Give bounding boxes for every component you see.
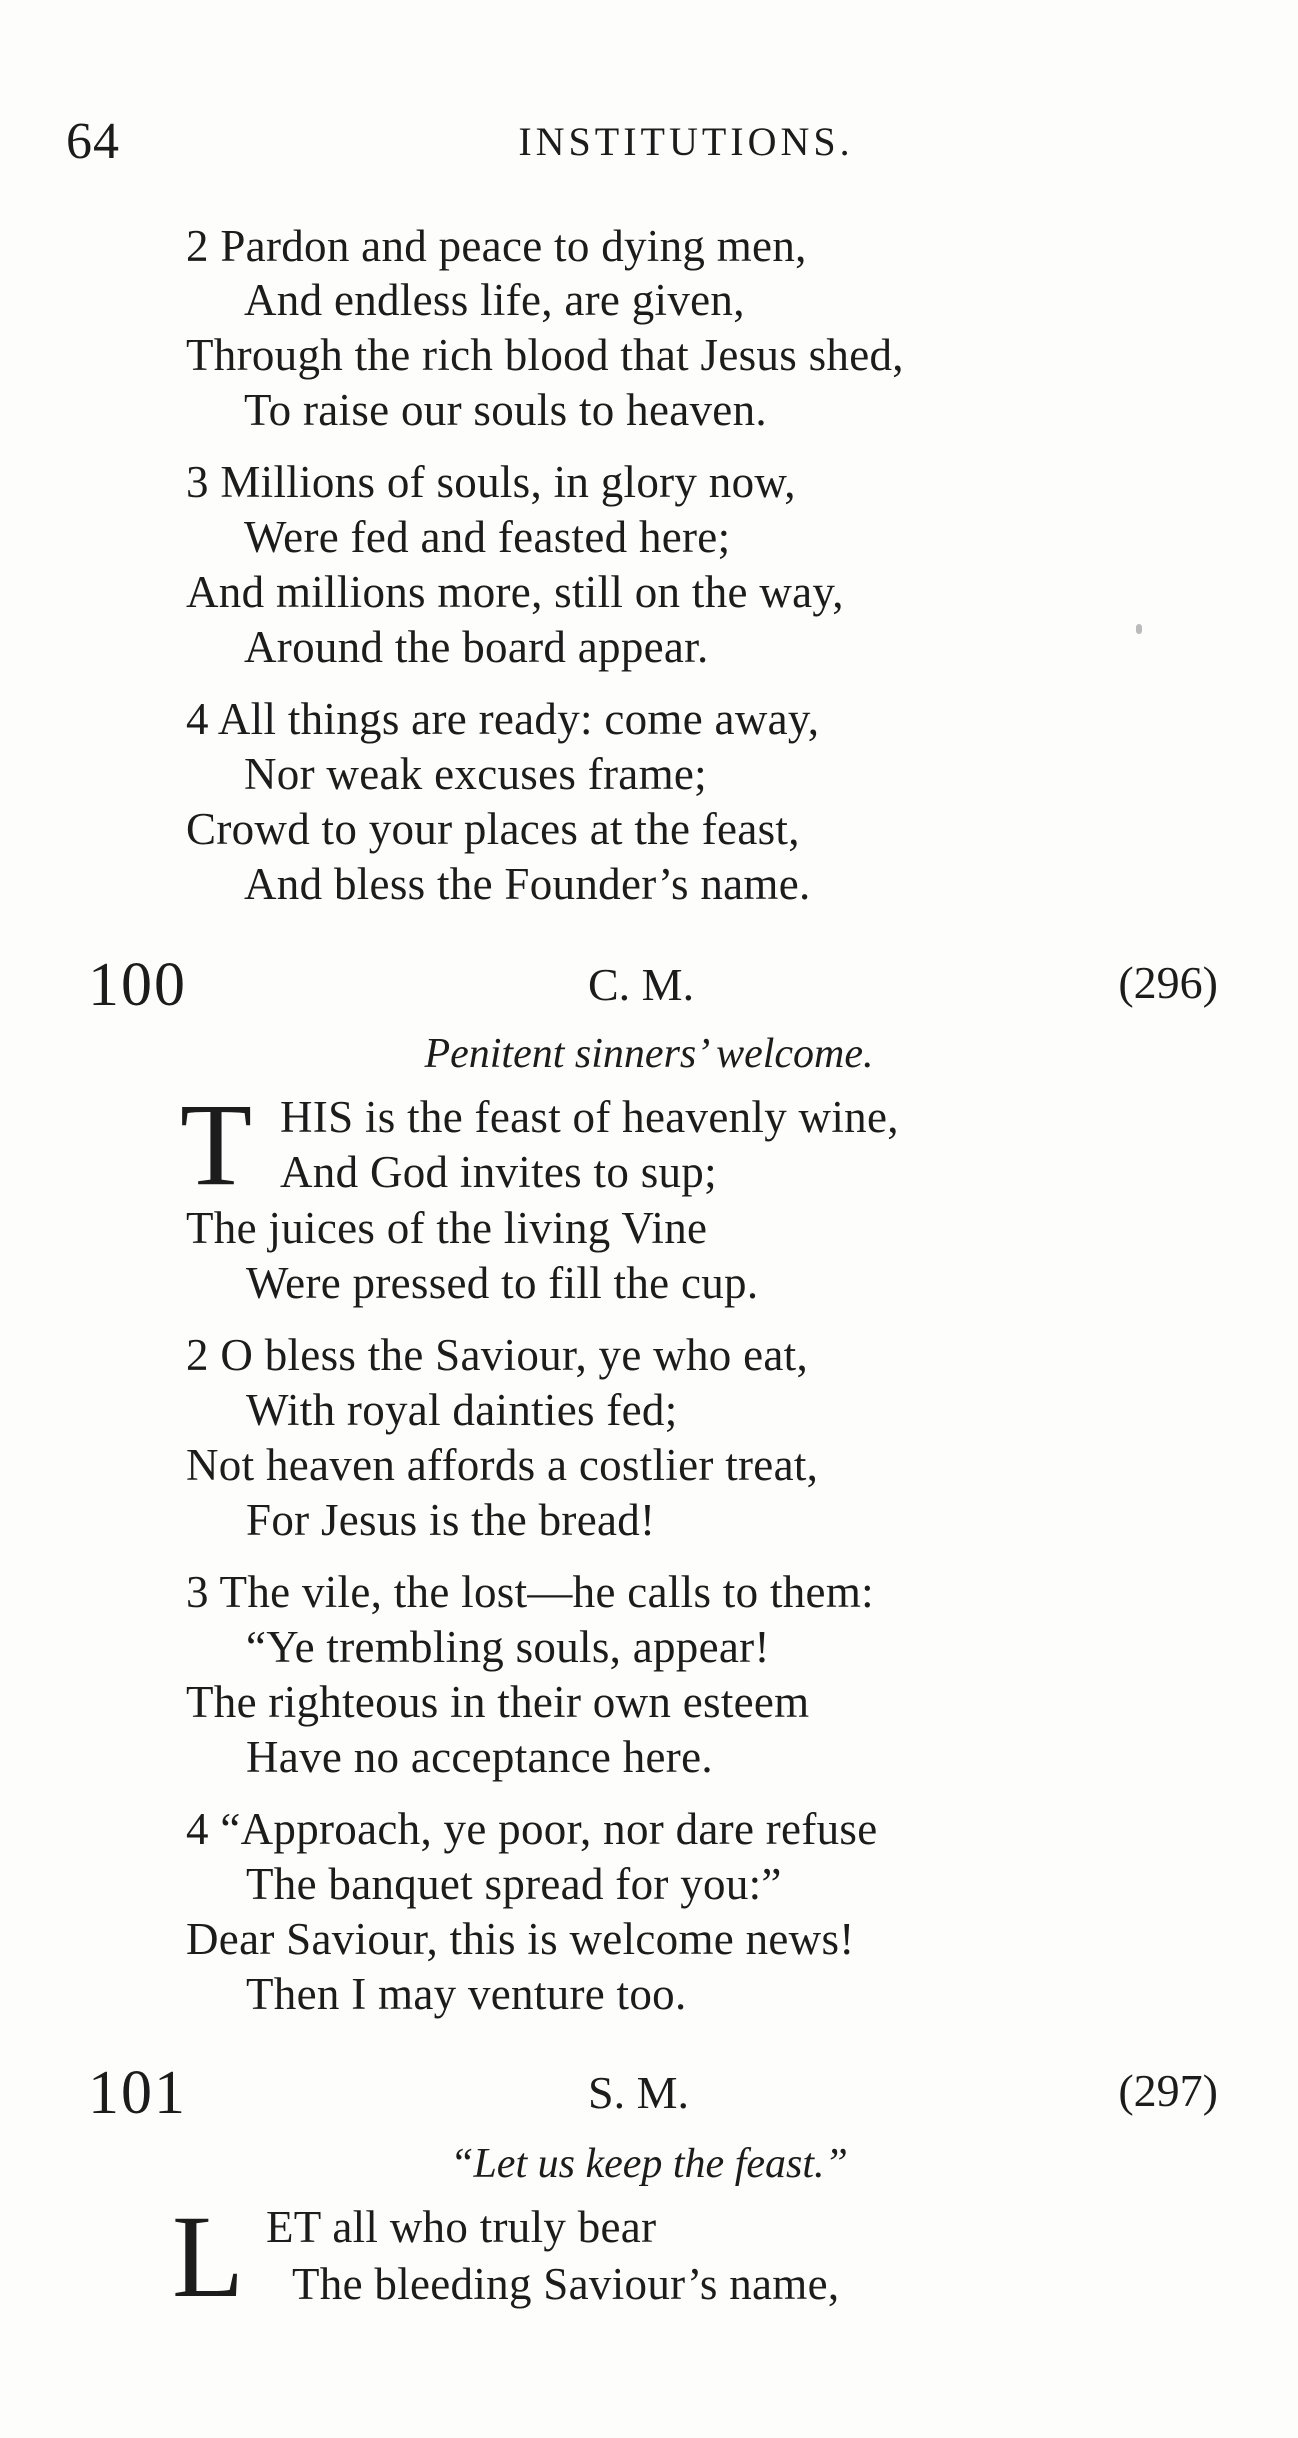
verse-line: “Ye trembling souls, appear! (246, 1622, 770, 1672)
verse-line: To raise our souls to heaven. (244, 385, 767, 435)
verse-line: And bless the Founder’s name. (244, 859, 811, 909)
verse-line: 4 All things are ready: come away, (186, 694, 820, 744)
verse-line: Crowd to your places at the feast, (186, 804, 800, 854)
hymn-number: 100 (88, 951, 187, 1019)
verse-line: Not heaven affords a costlier treat, (186, 1440, 819, 1490)
hymn-meter: C. M. (588, 959, 695, 1010)
verse-line: Around the board appear. (244, 622, 709, 672)
hymn-meter: S. M. (588, 2067, 689, 2118)
hymn-101-heading (88, 2058, 1218, 2128)
verse-line: And millions more, still on the way, (186, 567, 844, 617)
tune-reference: (296) (1118, 957, 1218, 1008)
verse-line: Dear Saviour, this is welcome news! (186, 1914, 855, 1964)
print-speck (1136, 624, 1142, 634)
verse-line: And endless life, are given, (244, 275, 745, 325)
verse-line: Then I may venture too. (246, 1969, 687, 2019)
verse-line: The righteous in their own esteem (186, 1677, 810, 1727)
drop-cap: L (172, 2191, 245, 2322)
verse-line: Nor weak excuses frame; (244, 749, 707, 799)
hymn-100-heading (88, 950, 1218, 1020)
running-title: INSTITUTIONS. (518, 119, 854, 164)
page-number: 64 (66, 113, 120, 170)
verse-line: HIS is the feast of heavenly wine, (280, 1092, 899, 1142)
hymn-101-title: “Let us keep the feast.” (450, 2141, 848, 2187)
verse-line: ET all who truly bear (266, 2202, 657, 2252)
verse-line: Through the rich blood that Jesus shed, (186, 330, 904, 380)
verse-line: 4 “Approach, ye poor, nor dare refuse (186, 1804, 878, 1854)
verse-line: And God invites to sup; (280, 1147, 717, 1197)
page-header (66, 112, 1226, 172)
verse-line: 2 O bless the Saviour, ye who eat, (186, 1330, 809, 1380)
verse-line: Have no acceptance here. (246, 1732, 713, 1782)
hymn-number: 101 (88, 2059, 187, 2127)
hymn-100-title: Penitent sinners’ welcome. (424, 1031, 874, 1077)
tune-reference: (297) (1118, 2065, 1218, 2116)
verse-line: 3 The vile, the lost—he calls to them: (186, 1567, 874, 1617)
verse-line: The banquet spread for you:” (246, 1859, 782, 1909)
verse-line: With royal dainties fed; (246, 1385, 678, 1435)
verse-line: Were pressed to fill the cup. (246, 1258, 759, 1308)
drop-cap: T (180, 1079, 253, 1210)
verse-line: 3 Millions of souls, in glory now, (186, 457, 796, 507)
verse-line: 2 Pardon and peace to dying men, (186, 221, 807, 271)
verse-line: The bleeding Saviour’s name, (292, 2259, 840, 2309)
verse-line: The juices of the living Vine (186, 1203, 708, 1253)
verse-line: For Jesus is the bread! (246, 1495, 656, 1545)
verse-line: Were fed and feasted here; (244, 512, 731, 562)
